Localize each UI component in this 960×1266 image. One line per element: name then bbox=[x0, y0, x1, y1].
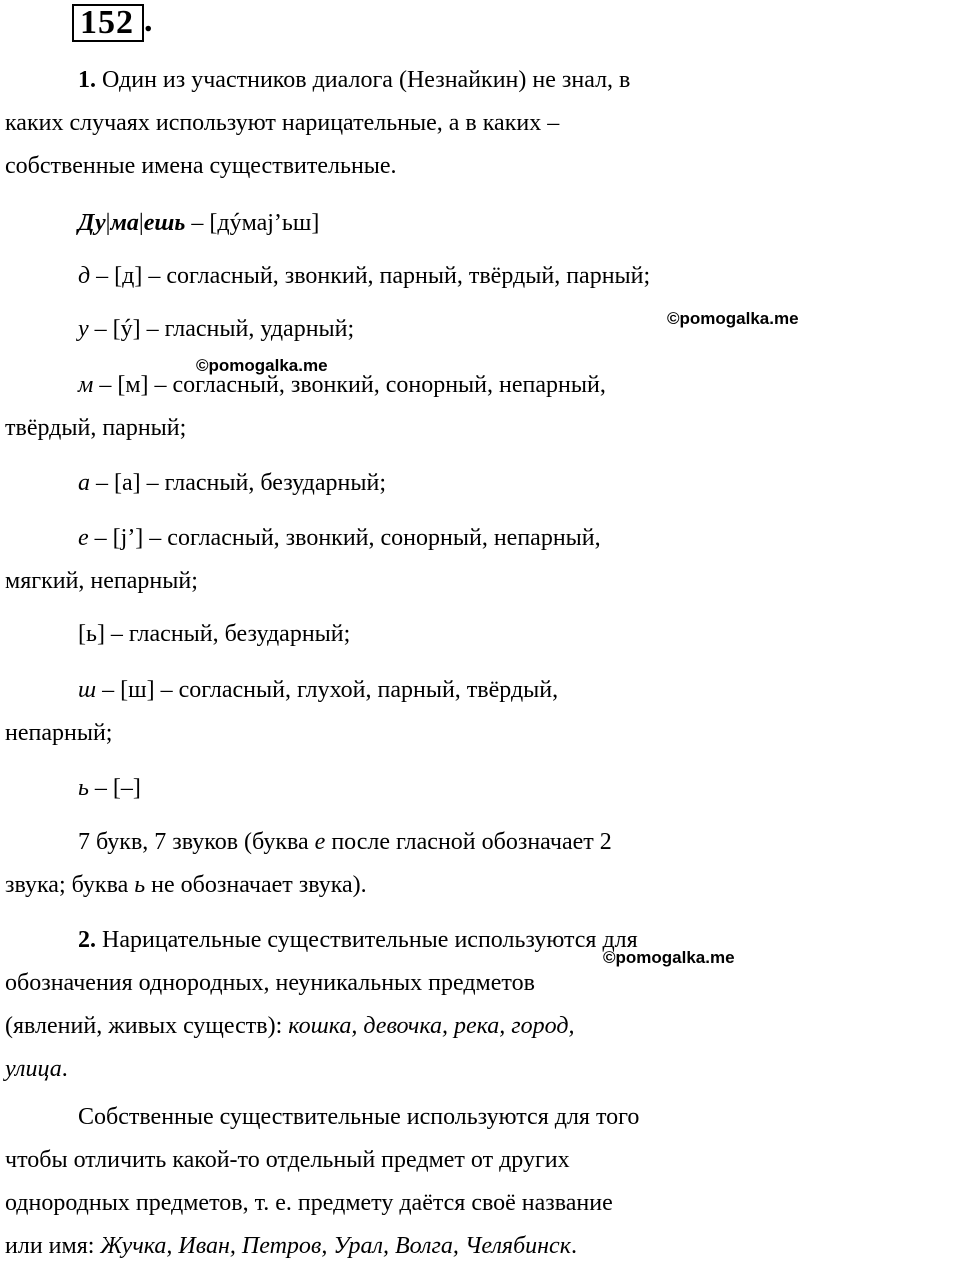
p3-line-4 bbox=[0, 1226, 960, 1266]
sound-m-cont: твёрдый, парный; bbox=[5, 415, 187, 441]
sound-m bbox=[0, 365, 960, 405]
p1-number: 1. bbox=[78, 67, 96, 93]
sound-a-text: – [а] – гласный, безударный; bbox=[90, 470, 387, 496]
p2-line-2: обозначения однородных, неуникальных предметов bbox=[5, 970, 535, 996]
count-line-2 bbox=[0, 865, 960, 905]
sound-soft-text: – [–] bbox=[88, 775, 141, 801]
p2-line-4 bbox=[0, 1049, 960, 1089]
p1-line-3: собственные имена существительные. bbox=[5, 153, 397, 179]
p2-period: . bbox=[61, 1056, 68, 1082]
count-text-1a: 7 букв, 7 звуков (буква bbox=[78, 829, 315, 855]
p2-text-3a: (явлений, живых существ): bbox=[5, 1013, 289, 1039]
p2-number: 2. bbox=[78, 927, 96, 953]
sound-a-letter: а bbox=[78, 470, 90, 496]
sound-e-text: – [j’] – согласный, звонкий, сонорный, непарный, bbox=[88, 525, 601, 551]
sound-u bbox=[0, 309, 960, 349]
sound-soft-letter: ь bbox=[78, 775, 89, 801]
count-text-2c: не обозначает звука). bbox=[145, 872, 367, 898]
p1-text-1: Один из участников диалога (Незнайкин) не знал, в bbox=[96, 67, 631, 93]
word-part-1: Ду bbox=[78, 210, 106, 236]
p2-line-3 bbox=[0, 1006, 960, 1046]
p3-line-3: однородных предметов, т. е. предмету даётся своё название bbox=[5, 1190, 613, 1216]
sound-e-cont: мягкий, непарный; bbox=[5, 568, 198, 594]
sound-u-text: – [ý] – гласный, ударный; bbox=[88, 316, 355, 342]
count-letter-e: е bbox=[314, 829, 326, 855]
p3-line-1: Собственные существительные используются для того bbox=[78, 1104, 640, 1130]
sound-m-text: – [м] – согласный, звонкий, сонорный, непарный, bbox=[93, 372, 606, 398]
sound-m-letter: м bbox=[78, 372, 94, 398]
sound-sh bbox=[0, 670, 960, 710]
word-sep-2: | bbox=[138, 210, 144, 236]
sound-sh-letter: ш bbox=[78, 677, 97, 703]
p1-line-2: каких случаях используют нарицательные, а в каких – bbox=[5, 110, 560, 136]
word-parse bbox=[0, 203, 960, 243]
sound-e-soft: [ь] – гласный, безударный; bbox=[78, 621, 351, 647]
word-part-2: ма bbox=[110, 210, 139, 236]
sound-d bbox=[0, 256, 960, 296]
watermark-2: ©pomogalka.me bbox=[196, 356, 328, 375]
sound-a bbox=[0, 463, 960, 503]
sound-soft-sign bbox=[0, 768, 960, 808]
word-transcription: – [дýмаj’ьш] bbox=[185, 210, 320, 236]
p3-text-4a: или имя: bbox=[5, 1233, 101, 1259]
count-letter-soft: ь bbox=[134, 872, 146, 898]
sound-sh-text: – [ш] – согласный, глухой, парный, твёрдый, bbox=[96, 677, 559, 703]
task-number-box: 152 bbox=[72, 4, 144, 42]
sound-e-letter: е bbox=[78, 525, 89, 551]
watermark-3: ©pomogalka.me bbox=[603, 948, 735, 967]
word-sep-1: | bbox=[105, 210, 111, 236]
p2-line-1 bbox=[0, 920, 960, 960]
count-text-1c: после гласной обозначает 2 bbox=[325, 829, 612, 855]
sound-d-text: – [д] – согласный, звонкий, парный, твёрдый, парный; bbox=[90, 263, 651, 289]
p3-period: . bbox=[570, 1233, 577, 1259]
word-part-3: ешь bbox=[143, 210, 186, 236]
task-number-dot: . bbox=[144, 2, 153, 39]
watermark-1: ©pomogalka.me bbox=[667, 309, 799, 328]
p1-line-1 bbox=[0, 60, 960, 100]
count-text-2a: звука; буква bbox=[5, 872, 135, 898]
sound-d-letter: д bbox=[78, 263, 91, 289]
sound-u-letter: у bbox=[78, 316, 89, 342]
p2-examples-1: кошка, девочка, река, город, bbox=[288, 1013, 575, 1039]
p3-examples: Жучка, Иван, Петров, Урал, Волга, Челябинск bbox=[100, 1233, 571, 1259]
p2-text-1: Нарицательные существительные используются для bbox=[96, 927, 638, 953]
p3-line-2: чтобы отличить какой-то отдельный предмет от других bbox=[5, 1147, 570, 1173]
p2-examples-2: улица bbox=[5, 1056, 62, 1082]
sound-e bbox=[0, 518, 960, 558]
count-line-1 bbox=[0, 822, 960, 862]
task-number bbox=[72, 4, 153, 44]
sound-sh-cont: непарный; bbox=[5, 720, 113, 746]
